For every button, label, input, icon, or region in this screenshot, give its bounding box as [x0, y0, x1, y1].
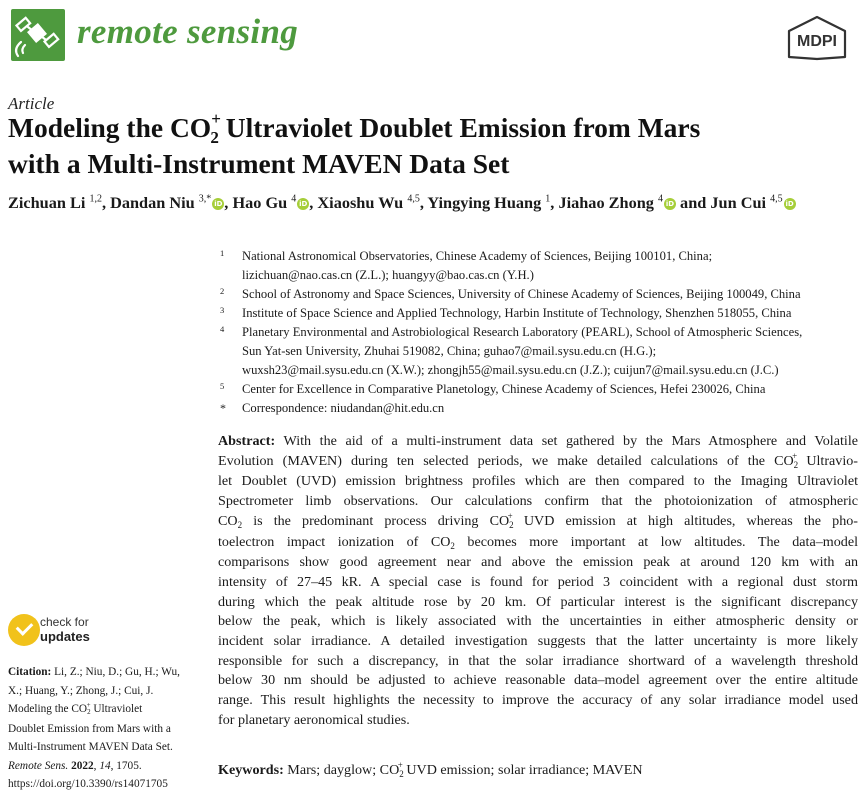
abstract-line: intensity of 27–45 kR. A special case is found for period 3 coincident with a regional dust storm [218, 573, 858, 590]
abstract-line: Ultravio- [797, 452, 858, 469]
author-name[interactable]: Yingying Huang [427, 193, 542, 212]
author-affiliation: 1,2 [89, 193, 102, 205]
author-affiliation: 1 [545, 193, 551, 205]
author-separator: and [675, 193, 711, 212]
title-line-2: with a Multi-Instrument MAVEN Data Set [8, 148, 510, 179]
affiliation-line: School of Astronomy and Space Sciences, University of Chinese Academy of Sciences, Beijing 100049, China [242, 287, 801, 301]
title-part-1: Modeling the CO [8, 112, 212, 143]
affiliation-item [218, 380, 858, 399]
abstract-line: UVD emission at high altitudes, whereas the pho- [512, 512, 858, 529]
abstract-line: range. This result highlights the necessity to improve the accuracy of any solar irradiance model used [218, 692, 858, 709]
author-name[interactable]: Zichuan Li [8, 193, 86, 212]
article-title [8, 109, 858, 180]
abstract-line: during which the peak altitude rose by 20 km. Of particular interest is the significant discrepancy [218, 593, 858, 610]
author-affiliation: 3,* [198, 193, 212, 205]
chem-sup: + [211, 109, 221, 129]
chem-sub: 2 [210, 127, 219, 147]
author-separator: , [224, 193, 233, 212]
affiliation-number: 5 [220, 381, 225, 391]
publisher-logo [785, 15, 849, 61]
satellite-icon [11, 9, 65, 61]
abstract-line: below 30 nm should be adjusted to achieve reasonable data–model agreement over the entire altitude [218, 672, 858, 689]
checkmark-badge-icon [8, 614, 40, 646]
affiliation-number: 2 [220, 286, 225, 296]
affiliation-line: Sun Yat-sen University, Zhuhai 519082, China; guhao7@mail.sysu.edu.cn (H.G.); [242, 344, 657, 358]
author-affiliation: 4 [657, 193, 663, 205]
author-name[interactable]: Hao Gu [232, 193, 288, 212]
article-type: Article [8, 94, 55, 113]
affiliation-item [218, 285, 858, 304]
orcid-icon[interactable]: iD [785, 200, 794, 208]
abstract-line: incident solar irradiance. A detailed investigation suggests that the latter uncertainty is more likely [218, 633, 858, 650]
author-affiliation: 4,5 [407, 193, 420, 205]
author-name[interactable]: Xiaoshu Wu [317, 193, 404, 212]
author-separator: , [309, 193, 318, 212]
keywords: Keywords: Mars; dayglow; $CO_2^+$ UVD emission; solar irradiance; MAVEN [218, 760, 643, 779]
orcid-icon[interactable]: iD [665, 200, 675, 208]
affiliation-line: National Astronomical Observatories, Chinese Academy of Sciences, Beijing 100101, China; [242, 249, 713, 263]
affiliation-line: Institute of Space Science and Applied Technology, Harbin Institute of Technology, Shenzhen 518055, China [242, 306, 792, 320]
affiliation-line: Correspondence: niudandan@hit.edu.cn [242, 401, 445, 415]
orcid-icon[interactable]: iD [214, 200, 223, 208]
affiliation-line: lizichuan@nao.cas.cn (Z.L.); huangyy@bao.cas.cn (Y.H.) [242, 268, 534, 282]
title-part-2: Ultraviolet Doublet Emission from Mars [218, 112, 701, 143]
orcid-icon[interactable]: iD [299, 200, 308, 208]
abstract-line: below the peak, which is likely associated with the uncertainties in either atmospheric density or [218, 613, 858, 630]
author-separator: , [419, 193, 428, 212]
affiliation-item [218, 323, 858, 380]
affiliation-line: wuxsh23@mail.sysu.edu.cn (X.W.); zhongjh55@mail.sysu.edu.cn (J.Z.); cuijun7@mail.sysu.edu.cn (J.C.) [242, 363, 779, 377]
abstract-line: Spectrometer limb observations. Our calculations confirm that the photoionization of atmospheric [218, 493, 858, 510]
abstract-line: Evolution (MAVEN) during ten selected periods, we make detailed calculations of the CO [218, 452, 794, 469]
check-updates-line2: updates [40, 629, 90, 644]
citation-label: Citation: [8, 666, 52, 678]
citation: Citation: Li, Z.; Niu, D.; Gu, H.; Wu, X.; Huang, Y.; Zhong, J.; Cui, J. Modeling the CO2+ Ultraviolet Doublet Emission from Mars with a Multi-Instrument MAVEN Data Set. Remote Sens. 2022, 14, 1705. https://doi.org/10.3390/rs14071705 [8, 663, 203, 794]
author-affiliation: 4,5 [770, 193, 783, 205]
chem-formula [210, 109, 221, 148]
citation-year: 2022 [71, 759, 94, 772]
citation-doi-link[interactable]: https://doi.org/10.3390/rs14071705 [8, 778, 168, 790]
author-list [8, 193, 796, 213]
check-updates-line1: check for [40, 615, 89, 629]
abstract-line: becomes more important at low altitudes. The data–model [454, 533, 858, 550]
publisher-name: MDPI [797, 33, 837, 50]
affiliation-number: 1 [220, 248, 225, 258]
author-separator: , [550, 193, 559, 212]
affiliation-number: * [220, 401, 226, 415]
author-separator: , [101, 193, 111, 212]
abstract: Abstract: With the aid of a multi-instrument data set gathered by the Mars Atmosphere and Volatile Evolution (MAVEN) during ten selected periods, we make detailed calculations of the $CO_2^+$ Ultravio- let Doublet (UVD) emission brightness profiles which are then compared to the Imaging Ultraviolet Spectrometer limb observations. Our calculations confirm that the photoionization of atmospheric $CO_2$ is the predominant process driving $CO_2^+$ UVD emission at high altitudes, whereas the pho- toelectron impact ionization of $CO_2$ becomes more important at low altitudes. The data–model comparisons show good agreement near and above the emission peak at around 120 km with an intensity of 27–45 kR. A special case is found for period 3 coincident with a regional dust storm during which the peak altitude rose by 20 km. Of particular interest is the significant discrepancy below the peak, which is likely associated with the uncertainties in either atmospheric density or incident solar irradiance. A detailed investigation suggests that the latter uncertainty is more likely responsible for such a discrepancy, in that the solar irradiance shortward of a wavelength threshold below 30 nm should be adjusted to achieve reasonable data–model agreement over the entire altitude range. This result highlights the necessity to improve the accuracy of any solar irradiance model used for planetary aeronomical studies. [218, 432, 858, 731]
affiliation-line: Center for Excellence in Comparative Planetology, Chinese Academy of Sciences, Hefei 230026, China [242, 382, 766, 396]
affiliation-number: 4 [220, 324, 225, 334]
affiliation-list [218, 247, 858, 418]
author-name[interactable]: Jiahao Zhong [558, 193, 654, 212]
abstract-line: is the predominant process driving CO [242, 512, 510, 529]
journal-name: remote sensing [77, 12, 299, 51]
abstract-line: toelectron impact ionization of CO [218, 533, 451, 550]
journal-logo [11, 9, 65, 61]
author-affiliation: 4 [291, 193, 297, 205]
affiliation-item [218, 304, 858, 323]
abstract-line: responsible for such a discrepancy, in that the solar irradiance shortward of a wavelength threshold [218, 652, 858, 669]
abstract-line: let Doublet (UVD) emission brightness profiles which are then compared to the Imaging Ultraviolet [218, 473, 858, 490]
affiliation-item [218, 399, 858, 418]
check-for-updates-button[interactable] [8, 614, 128, 648]
author-name[interactable]: Jun Cui [710, 193, 767, 212]
affiliation-item [218, 247, 858, 285]
author-name[interactable]: Dandan Niu [110, 193, 195, 212]
keywords-label: Keywords: [218, 762, 284, 778]
abstract-line: With the aid of a multi-instrument data set gathered by the Mars Atmosphere and Volatile [283, 433, 858, 449]
affiliation-line: Planetary Environmental and Astrobiological Research Laboratory (PEARL), School of Atmospheric Sciences, [242, 325, 803, 339]
citation-volume: 14 [99, 759, 111, 772]
affiliation-number: 3 [220, 305, 225, 315]
abstract-label: Abstract: [218, 433, 276, 449]
abstract-line: for planetary aeronomical studies. [218, 711, 410, 728]
abstract-line: comparisons show good agreement near and above the emission peak at around 120 km with an [218, 554, 858, 571]
citation-journal: Remote Sens. [8, 759, 69, 772]
